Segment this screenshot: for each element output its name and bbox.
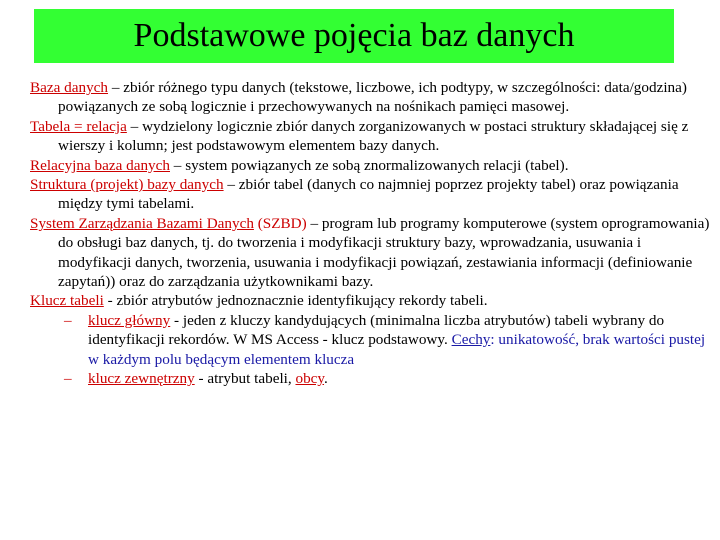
sub-item-term: klucz zewnętrzny <box>88 370 195 388</box>
definition-term: Struktura (projekt) bazy danych <box>30 176 224 194</box>
definition-baza-danych <box>30 78 712 117</box>
title-banner <box>34 9 674 63</box>
definition-szbd <box>30 214 712 292</box>
definition-text: – wydzielony logicznie zbiór danych zorganizowanych w postaci struktury składającej się z wierszy i kolumn; jest podstawowym elementem bazy danych. <box>58 117 689 155</box>
definition-term: System Zarządzania Bazami Danych <box>30 214 254 232</box>
definition-term-suffix: (SZBD) <box>253 214 307 232</box>
definition-term: Baza danych <box>30 79 109 96</box>
sub-item-text: - jeden z kluczy kandydujących (minimalna liczba atrybutów) tabeli wybrany do identyfikacji rekordów. W MS Access - klucz podstawowy. <box>88 311 665 349</box>
definition-text: – zbiór różnego typu danych (tekstowe, liczbowe, ich podtypy, w szczególności: data/godzina) powiązanych ze sobą logicznie i przechowywanych na nośnikach pamięci masowej. <box>58 79 687 116</box>
dash-bullet: – <box>64 370 72 388</box>
definition-text: – zbiór tabel (danych co najmniej poprzez projekty tabel) oraz powiązania między tymi tabelami. <box>58 176 679 213</box>
definition-struktura <box>30 175 712 214</box>
dash-bullet: – <box>64 311 72 329</box>
sub-item-text: - atrybut tabeli, <box>194 370 296 388</box>
features-label: Cechy <box>451 331 491 349</box>
definition-term: Klucz tabeli <box>30 292 104 310</box>
sub-item-klucz-glowny <box>30 311 712 369</box>
features-text: unikatowość, brak wartości pustej w każdym polu będącym elementem klucza <box>88 331 706 368</box>
definition-tabela <box>30 117 712 156</box>
definitions-list <box>30 78 712 389</box>
definition-text: - zbiór atrybutów jednoznacznie identyfikujący rekordy tabeli. <box>103 292 488 310</box>
definition-relacyjna-baza <box>30 156 712 175</box>
definition-term: Tabela = relacja <box>30 117 127 135</box>
sub-item-end: . <box>324 370 328 388</box>
slide-title: Podstawowe pojęcia baz danych <box>133 17 575 54</box>
definition-text: – system powiązanych ze sobą znormalizowanych relacji (tabel). <box>170 156 569 174</box>
definition-klucz-tabeli <box>30 291 712 310</box>
sub-item-term-obcy: obcy <box>295 370 325 388</box>
definition-term: Relacyjna baza danych <box>30 156 170 174</box>
sub-item-term: klucz główny <box>88 311 171 329</box>
features-colon: : <box>490 331 499 349</box>
sub-item-klucz-zewnetrzny <box>30 369 712 388</box>
definition-text: – program lub programy komputerowe (system oprogramowania) do obsługi baz danych, tj. do tworzenia i modyfikacji struktury bazy, wprowadzania, usuwania i modyfikacji danych, tworzenia, usuwania i modyfikacji powiązań, zestawiania informacji (definiowanie zapytań)) oraz do zarządzania użytkownikami bazy. <box>58 214 710 291</box>
